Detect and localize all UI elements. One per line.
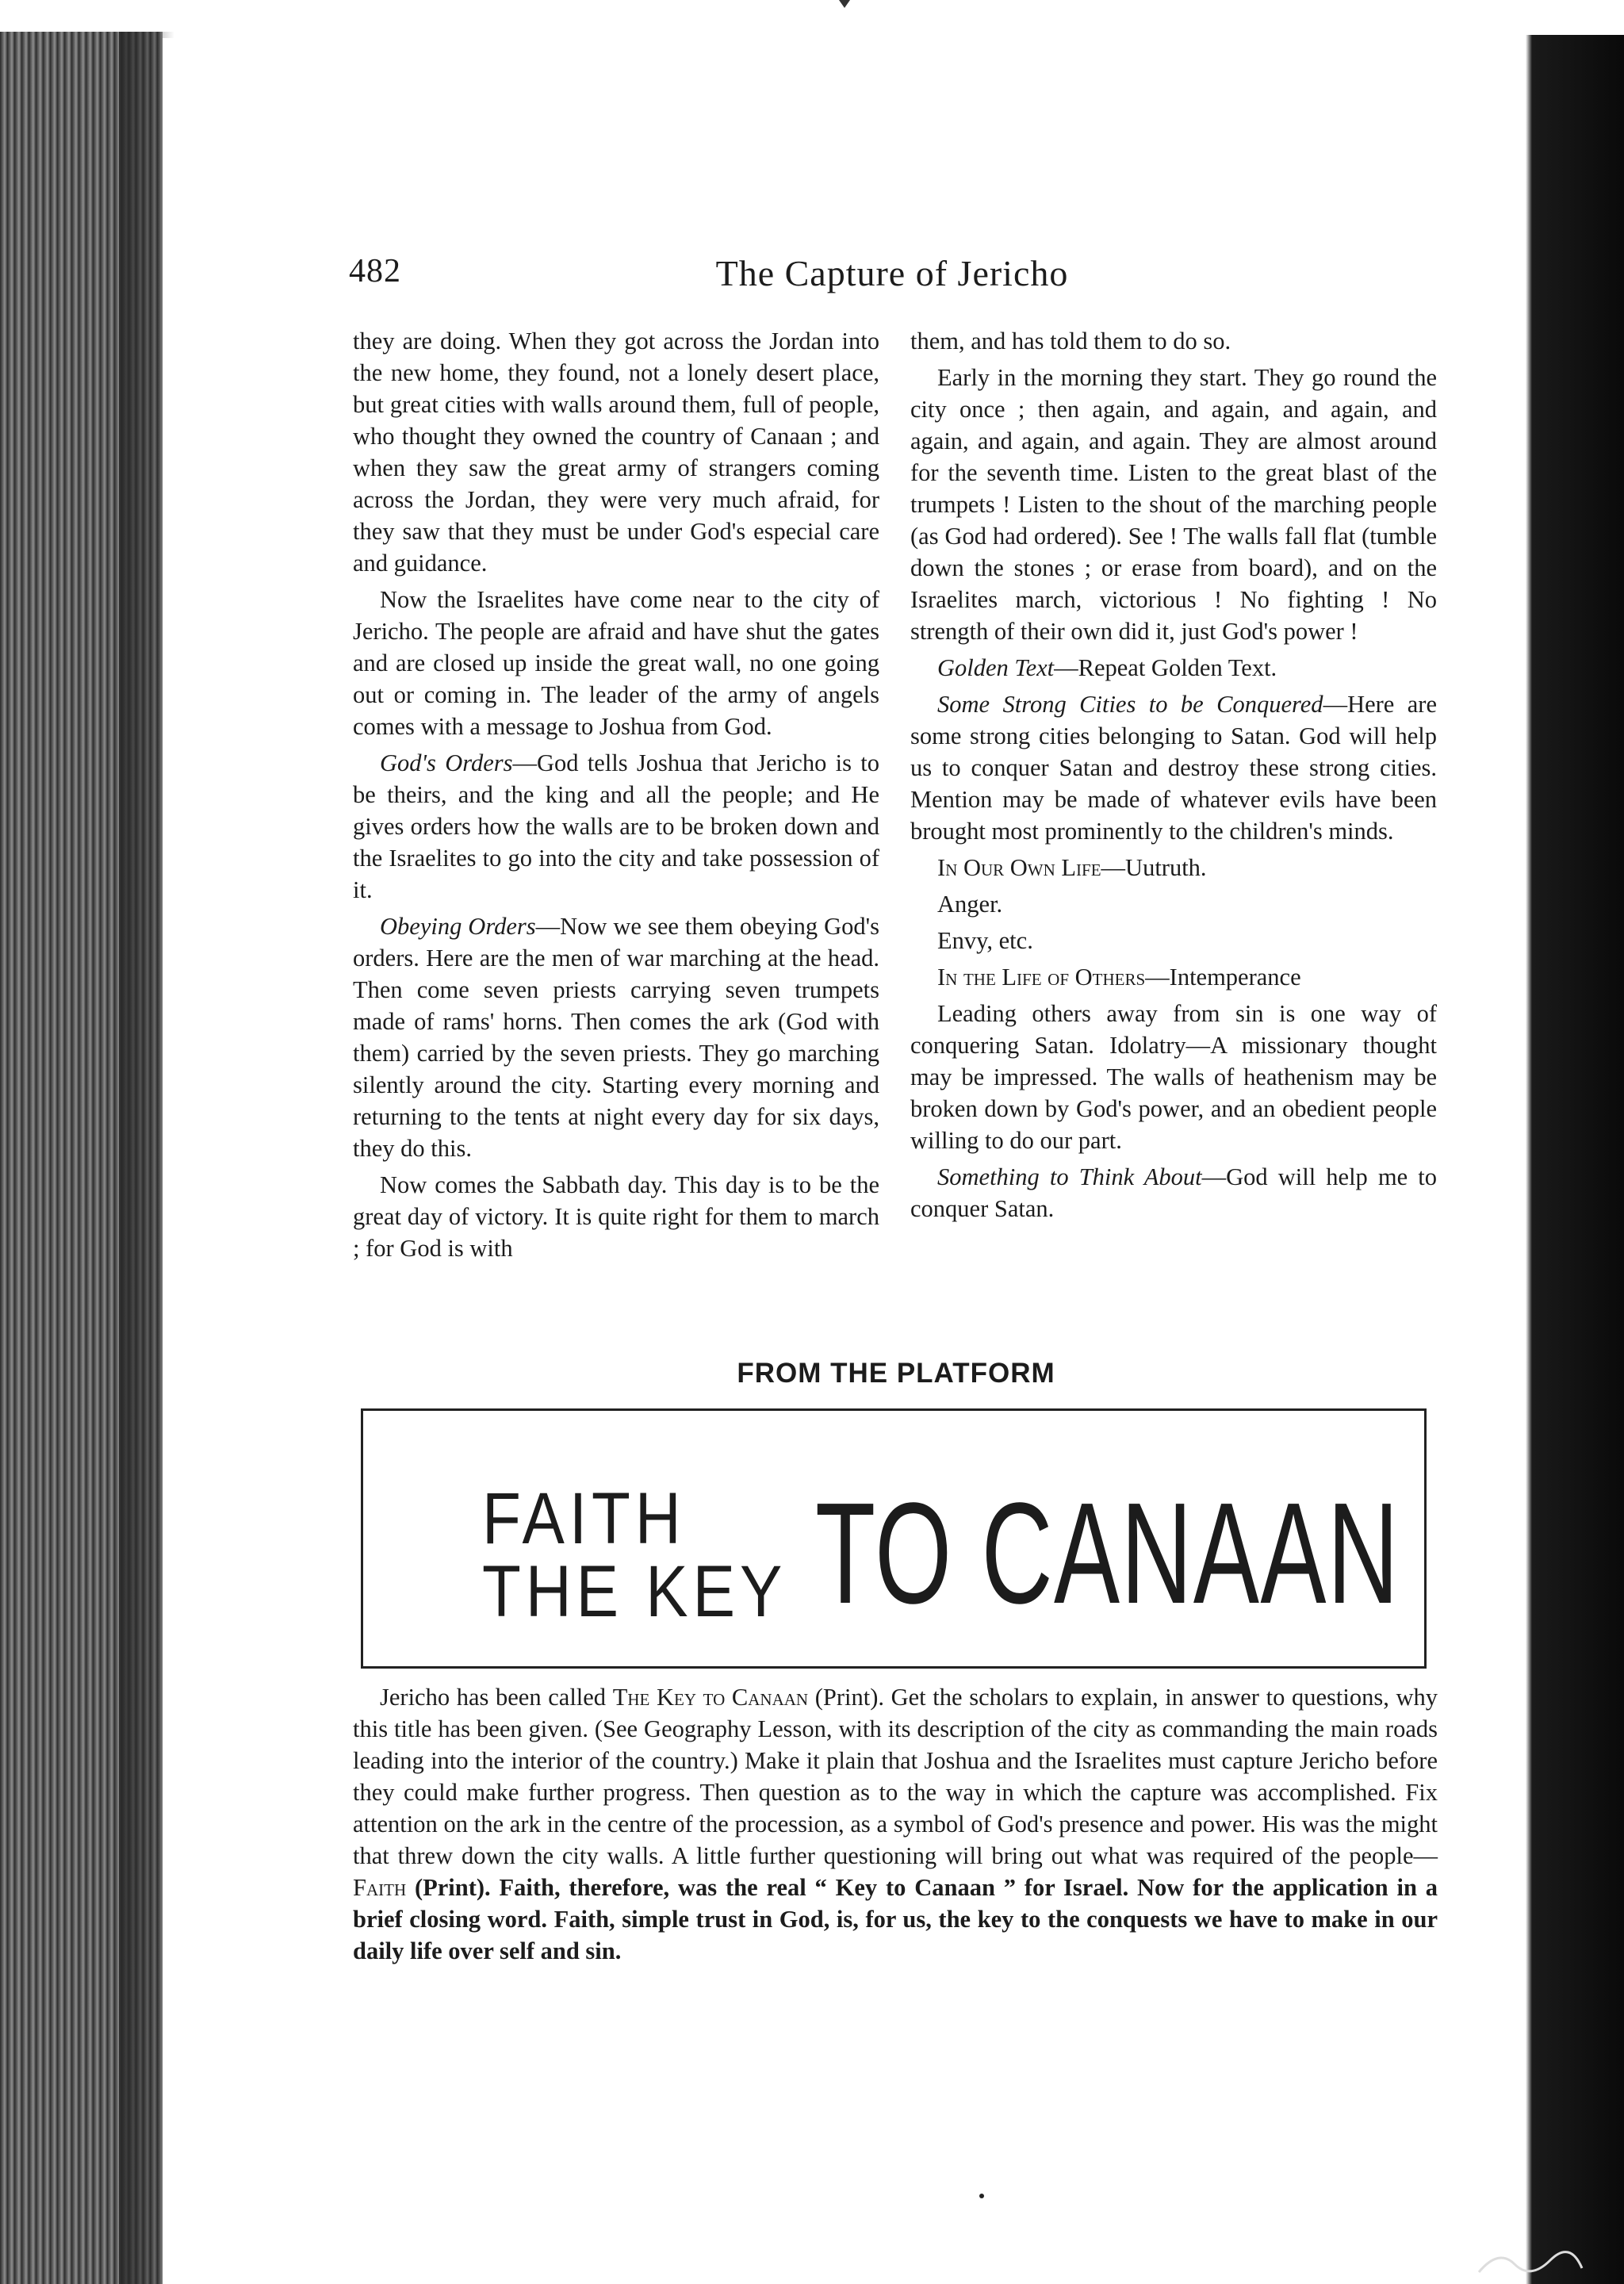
- section-text: —God tells Joshua that Jericho is to be theirs, and the king and all the people; and He gives orders how the walls are to be broken down and the Israelites to go into the city and take possession of it.: [353, 749, 879, 903]
- platform-heading: FROM THE PLATFORM: [737, 1358, 1055, 1389]
- list-line: [910, 961, 1437, 993]
- right-column: [910, 325, 1437, 1229]
- paragraph: [910, 1161, 1437, 1224]
- section-text: —Here are some strong cities belonging to Satan. God will help us to conquer Satan and destroy these strong cities. Mention may be made of whatever evils have been brought most prominently to the children's minds.: [910, 691, 1437, 845]
- section-text: —Now we see them obeying God's orders. Here are the men of war marching at the head. Then come seven priests carrying seven trumpets made of rams' horns. Then comes the ark (God with them) carried by the seven priests. They go marching silently around the city. Starting every morning and returning to the tents at night every day for six days, they do this.: [353, 913, 879, 1162]
- facing-page-edge: [1521, 35, 1624, 2284]
- list-line: [910, 852, 1437, 883]
- scan-scribble: [1475, 2240, 1586, 2280]
- list-item: —Uutruth.: [1101, 854, 1207, 881]
- text-run: Jericho has been called: [380, 1684, 613, 1711]
- section-label: Some Strong Cities to be Conquered: [937, 691, 1323, 718]
- paragraph: Early in the morning they start. They go round the city once ; then again, and again, and again, and again, and again, and again. They are almost around for the seventh time. Listen to the great blast of the trumpets ! Listen to the shout of the marching people (as God had ordered). See ! The walls fall flat (tumble down the stones ; or erase from board), and on the Israelites march, victorious ! No fighting ! No strength of their own did it, just God's power !: [910, 364, 1437, 645]
- scan-top-edge: [0, 0, 1624, 40]
- paragraph: [353, 747, 879, 906]
- page-number: 482: [349, 253, 401, 289]
- running-head: [349, 252, 1435, 300]
- small-caps-term: The Key to Canaan: [612, 1684, 809, 1711]
- page-title: The Capture of Jericho: [715, 253, 1069, 293]
- text-run: (Print). Get the scholars to explain, in answer to questions, why this title has been given. (See Geography Lesson, with its description of the city as commanding the main roads leading into the interior of the country.) Make it plain that Joshua and the Israelites must capture Jericho before they could make further progress. Then question as to the way in which the capture was accomplished. Fix attention on the ark in the centre of the procession, as a symbol of God's presence and power. His was the might that threw down the city walls. A little further questioning will bring out what was required of the people—: [353, 1684, 1438, 1869]
- section-text: —God will help me to conquer Satan.: [910, 1163, 1437, 1222]
- section-label: God's Orders: [380, 749, 513, 776]
- blackboard-illustration: [361, 1408, 1427, 1669]
- platform-explanation: [353, 1681, 1438, 1967]
- board-line: THE KEY: [482, 1550, 787, 1632]
- small-caps-term: Faith: [353, 1874, 407, 1901]
- paragraph: [353, 1681, 1438, 1967]
- paragraph: [353, 910, 879, 1164]
- paragraph: them, and has told them to do so.: [910, 328, 1231, 354]
- board-line: FAITH: [482, 1477, 686, 1559]
- board-big-text: TO CANAAN: [815, 1472, 1400, 1634]
- left-column: [353, 325, 879, 1269]
- list-item: Anger.: [937, 891, 1003, 918]
- list-label: In Our Own Life: [937, 854, 1101, 881]
- paragraph: [910, 688, 1437, 847]
- section-label: Golden Text: [937, 654, 1055, 681]
- board-small-text: [482, 1477, 787, 1632]
- list-item: Envy, etc.: [937, 927, 1033, 954]
- text-run: (Print). Faith, therefore, was the real “ Key to Canaan ” for Israel. Now for the application in a brief closing word. Faith, simple trust in God, is, for us, the key to the conquests we have to make in our daily life over self and sin.: [353, 1874, 1438, 1964]
- section-label: Something to Think About: [937, 1163, 1202, 1190]
- section-text: —Repeat Golden Text.: [1054, 654, 1277, 681]
- section-label: Obeying Orders: [380, 913, 536, 940]
- list-label: In the Life of Others: [937, 964, 1146, 991]
- list-item: —Intemperance: [1145, 964, 1301, 991]
- paragraph: they are doing. When they got across the Jordan into the new home, they found, not a lonely desert place, but great cities with walls around them, full of people, who thought they owned the country of Canaan ; and when they saw the great army of strangers coming across the Jordan, they were very much afraid, for they saw that they must be under God's especial care and guidance.: [353, 328, 879, 577]
- paragraph: [910, 652, 1437, 684]
- paragraph: Now comes the Sabbath day. This day is to be the great day of victory. It is quite right for them to march ; for God is with: [353, 1171, 879, 1262]
- paragraph: Now the Israelites have come near to the city of Jericho. The people are afraid and have shut the gates and are closed up inside the great wall, no one going out or coming in. The leader of the army of angels comes with a message to Joshua from God.: [353, 586, 879, 740]
- page-dot: [979, 2194, 984, 2198]
- paragraph: Leading others away from sin is one way of conquering Satan. Idolatry—A missionary thought may be impressed. The walls of heathenism may be broken down by God's power, and an obedient people willing to do our part.: [910, 1000, 1437, 1154]
